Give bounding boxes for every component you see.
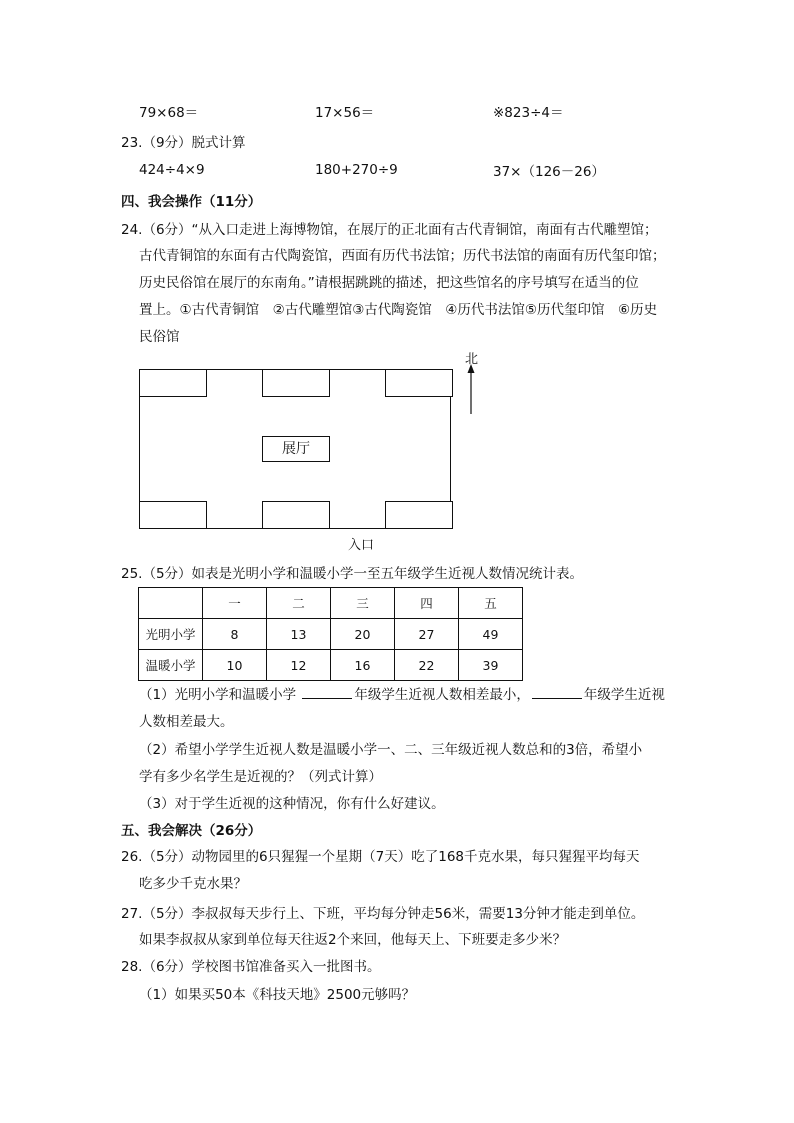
room-south[interactable] (262, 501, 330, 529)
exhibition-hall: 展厅 (262, 436, 330, 462)
table-cell: 16 (331, 650, 395, 681)
museum-floor-plan (139, 369, 451, 529)
q28-line-2: （1）如果买50本《科技天地》2500元够吗？ (139, 987, 416, 1003)
calc-item-3: ※823÷4＝ (493, 105, 564, 121)
table-row (139, 619, 523, 650)
table-cell: 49 (459, 619, 523, 650)
section-4-title: 四、我会操作（11分） (121, 194, 262, 210)
table-corner-cell (139, 588, 203, 619)
q24-line-1: 24.（6分）“从入口走进上海博物馆，在展厅的正北面有古代青铜馆，南面有古代雕塑馆； (121, 222, 658, 238)
q27-line-2: 如果李叔叔从家到单位每天往返2个来回，他每天上、下班要走多少米？ (139, 932, 567, 948)
q24-line-2: 古代青铜馆的东面有古代陶瓷馆，西面有历代书法馆；历代书法馆的南面有历代玺印馆； (139, 248, 666, 264)
table-cell: 8 (203, 619, 267, 650)
room-southwest[interactable] (139, 501, 207, 529)
answer-blank-2[interactable] (532, 686, 582, 699)
room-north[interactable] (262, 369, 330, 397)
table-header-row (139, 588, 523, 619)
table-cell: 10 (203, 650, 267, 681)
q23-item-1: 424÷4×9 (139, 162, 205, 178)
grade-header: 五 (459, 588, 523, 619)
table-cell: 13 (267, 619, 331, 650)
q24-line-4: 置上。①古代青铜馆 ②古代雕塑馆③古代陶瓷馆 ④历代书法馆⑤历代玺印馆 ⑥历史 (139, 302, 658, 318)
calc-item-1: 79×68＝ (139, 105, 199, 121)
q25-sub3: （3）对于学生近视的这种情况，你有什么好建议。 (139, 796, 445, 812)
q23-item-3: 37×（126－26） (493, 164, 605, 180)
q27-line-1: 27.（5分）李叔叔每天步行上、下班，平均每分钟走56米，需要13分钟才能走到单位。 (121, 906, 645, 922)
room-northeast[interactable] (385, 369, 453, 397)
school-name-cell: 温暖小学 (139, 650, 203, 681)
table-row (139, 650, 523, 681)
q28-line-1: 28.（6分）学校图书馆准备买入一批图书。 (121, 959, 381, 975)
table-cell: 20 (331, 619, 395, 650)
q23-header: 23.（9分）脱式计算 (121, 135, 246, 151)
q26-line-1: 26.（5分）动物园里的6只猩猩一个星期（7天）吃了168千克水果，每只猩猩平均每天 (121, 849, 640, 865)
table-cell: 12 (267, 650, 331, 681)
grade-header: 二 (267, 588, 331, 619)
myopia-stats-table (138, 587, 523, 681)
q24-line-5: 民俗馆 (139, 329, 180, 345)
table-cell: 27 (395, 619, 459, 650)
q25-sub1-line-2: 人数相差最大。 (139, 714, 234, 730)
school-name-cell: 光明小学 (139, 619, 203, 650)
table-cell: 22 (395, 650, 459, 681)
q25-intro: 25.（5分）如表是光明小学和温暖小学一至五年级学生近视人数情况统计表。 (121, 566, 584, 582)
q25-sub2-line-1: （2）希望小学学生近视人数是温暖小学一、二、三年级近视人数总和的3倍，希望小 (139, 742, 643, 758)
q23-item-2: 180+270÷9 (315, 162, 398, 178)
q25-sub1-part-a: （1）光明小学和温暖小学 (139, 687, 297, 703)
q25-sub1-part-b: 年级学生近视人数相差最小， (354, 687, 530, 703)
table-cell: 39 (459, 650, 523, 681)
grade-header: 一 (203, 588, 267, 619)
q26-line-2: 吃多少千克水果？ (139, 876, 247, 892)
q25-sub1-part-c: 年级学生近视 (583, 687, 665, 703)
grade-header: 三 (331, 588, 395, 619)
room-northwest[interactable] (139, 369, 207, 397)
q25-sub1-line-1 (139, 683, 665, 703)
q25-sub2-line-2: 学有多少名学生是近视的？（列式计算） (139, 769, 382, 785)
entrance-label: 入口 (348, 538, 375, 553)
grade-header: 四 (395, 588, 459, 619)
q24-line-3: 历史民俗馆在展厅的东南角。”请根据跳跳的描述，把这些馆名的序号填写在适当的位 (139, 275, 639, 291)
room-southeast[interactable] (385, 501, 453, 529)
north-label: 北 (465, 352, 479, 367)
section-5-title: 五、我会解决（26分） (121, 823, 262, 839)
calc-item-2: 17×56＝ (315, 105, 375, 121)
answer-blank-1[interactable] (302, 686, 352, 699)
